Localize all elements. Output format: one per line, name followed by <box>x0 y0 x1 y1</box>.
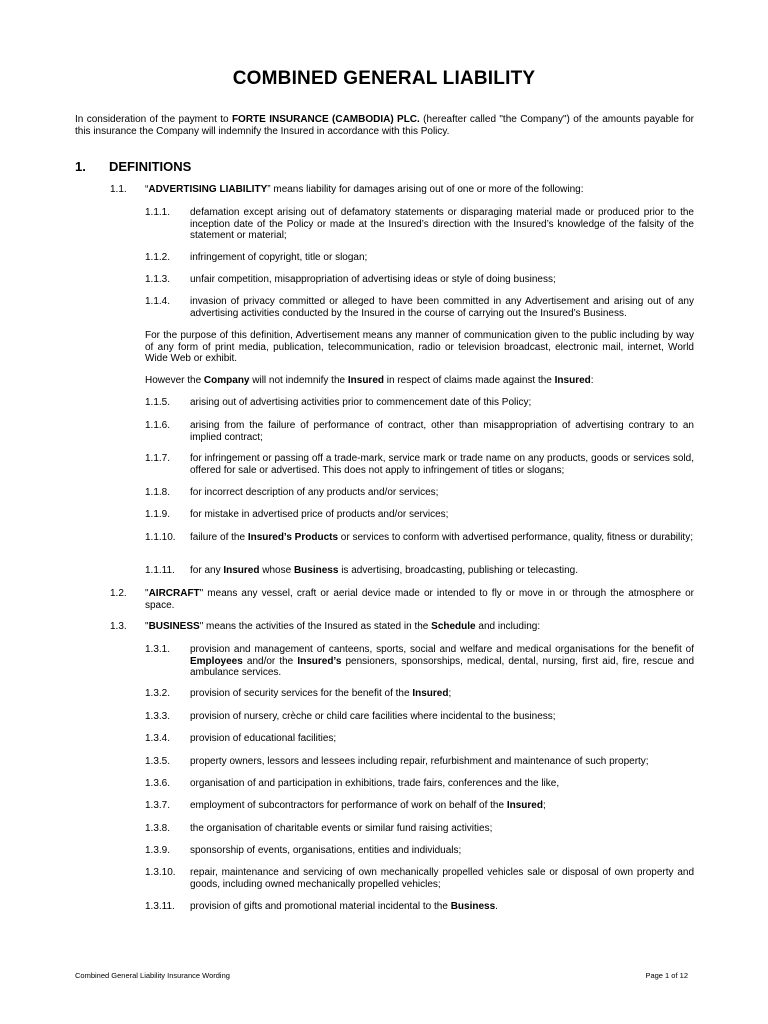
item-text: provision of security services for the benefit of the Insured; <box>190 688 452 699</box>
item-text: provision of gifts and promotional material incidental to the Business. <box>190 901 498 912</box>
defined-term: AIRCRAFT <box>148 588 200 599</box>
item-number: 1.3.3. <box>145 711 171 722</box>
item-text: arising out of advertising activities prior to commencement date of this Policy; <box>190 397 532 408</box>
intro-paragraph <box>75 114 694 137</box>
clause-text: "BUSINESS" means the activities of the Insured as stated in the Schedule and including: <box>145 621 541 632</box>
item-number: 1.1.6. <box>145 420 171 431</box>
section-heading <box>75 159 191 174</box>
footer-document-name: Combined General Liability Insurance Wording <box>75 971 230 980</box>
item-text: sponsorship of events, organisations, entities and individuals; <box>190 845 462 856</box>
clause-number: 1.3. <box>110 621 127 632</box>
item-number: 1.1.2. <box>145 252 171 263</box>
intro-text: In consideration of the payment to <box>75 114 232 125</box>
item-number: 1.1.3. <box>145 274 171 285</box>
item-number: 1.1.11. <box>145 565 175 576</box>
item-text: for any Insured whose Business is advertising, broadcasting, publishing or telecasting. <box>190 565 579 576</box>
item-number: 1.1.9. <box>145 509 171 520</box>
item-number: 1.3.2. <box>145 688 171 699</box>
item-number: 1.3.5. <box>145 756 171 767</box>
item-text: organisation of and participation in exhibitions, trade fairs, conferences and the like, <box>190 778 560 789</box>
item-number: 1.3.8. <box>145 823 171 834</box>
clause-text: "AIRCRAFT" means any vessel, craft or aerial device made or intended to fly or move in or through the atmosphere or space. <box>145 588 694 611</box>
footer-page-number: Page 1 of 12 <box>645 971 688 980</box>
clause-number: 1.2. <box>110 588 127 599</box>
item-number: 1.3.10. <box>145 867 176 878</box>
item-number: 1.3.11. <box>145 901 175 912</box>
item-text: provision and management of canteens, sports, social and welfare and medical organisations for the benefit of Employees and/or the Insured’s pensioners, sponsorships, medical, dental, nursing, first aid, fire, rescue and ambulance services. <box>190 644 695 678</box>
item-number: 1.3.6. <box>145 778 171 789</box>
item-text: invasion of privacy committed or alleged to have been committed in any Advertisement and arising out of any advertising activities conducted by the Insured in the course of carrying out the Insured’s Business. <box>190 296 694 319</box>
item-number: 1.3.9. <box>145 845 171 856</box>
item-text: the organisation of charitable events or similar fund raising activities; <box>190 823 493 834</box>
company-name: FORTE INSURANCE (CAMBODIA) PLC. <box>231 114 420 125</box>
item-number: 1.1.4. <box>145 296 171 307</box>
item-text: employment of subcontractors for performance of work on behalf of the Insured; <box>190 800 546 811</box>
item-text: arising from the failure of performance of contract, other than misappropriation of advertising contrary to an implied contract; <box>190 420 694 443</box>
item-text: repair, maintenance and servicing of own mechanically propelled vehicles sale or disposal of own property and goods, including owned mechanically propelled vehicles; <box>190 867 694 890</box>
item-number: 1.3.1. <box>145 644 171 655</box>
item-text: unfair competition, misappropriation of advertising ideas or style of doing business; <box>190 274 556 285</box>
section-title: DEFINITIONS <box>109 159 192 174</box>
item-number: 1.1.8. <box>145 487 171 498</box>
intro-text-2: (hereafter called "the Company") of the amounts payable for this insurance the Company will indemnify the Insured in accordance with this Policy. <box>75 114 694 137</box>
section-number: 1. <box>75 159 86 174</box>
purpose-paragraph: For the purpose of this definition, Advertisement means any manner of communication given to the public including by way of any form of print media, publication, telecommunication, radio or television broadcast, electronic mail, internet, World Wide Web or exhibit. <box>145 330 694 364</box>
item-number: 1.1.5. <box>145 397 171 408</box>
defined-term: ADVERTISING LIABILITY <box>148 184 268 195</box>
defined-term: BUSINESS <box>148 621 200 632</box>
item-text: defamation except arising out of defamatory statements or disparaging material made or produced prior to the inception date of the Policy or made at the Insured’s direction with the Insured’s knowledge of the falsity of the statement or material; <box>190 207 694 241</box>
item-text: failure of the Insured’s Products or services to conform with advertised performance, quality, fitness or durability; <box>190 532 693 543</box>
item-text: provision of nursery, crèche or child care facilities where incidental to the business; <box>190 711 556 722</box>
item-text: for mistake in advertised price of products and/or services; <box>190 509 449 520</box>
item-text: for infringement or passing off a trade-mark, service mark or trade name on any products, goods or services sold, offered for sale or advertised. This does not apply to infringement of titles or slogans; <box>190 453 694 476</box>
item-number: 1.1.7. <box>145 453 171 464</box>
item-text: infringement of copyright, title or slogan; <box>190 252 368 263</box>
item-number: 1.1.10. <box>145 532 176 543</box>
item-number: 1.3.4. <box>145 733 171 744</box>
item-number: 1.3.7. <box>145 800 171 811</box>
item-text: for incorrect description of any products and/or services; <box>190 487 439 498</box>
item-text: property owners, lessors and lessees including repair, refurbishment and maintenance of such property; <box>190 756 649 767</box>
exclusion-intro: However the Company will not indemnify the Insured in respect of claims made against the Insured: <box>145 375 594 386</box>
item-number: 1.1.1. <box>145 207 171 218</box>
clause-text: “ADVERTISING LIABILITY” means liability for damages arising out of one or more of the following: <box>145 184 584 195</box>
clause-number: 1.1. <box>110 184 127 195</box>
item-text: provision of educational facilities; <box>190 733 337 744</box>
document-title: COMBINED GENERAL LIABILITY <box>232 68 536 89</box>
